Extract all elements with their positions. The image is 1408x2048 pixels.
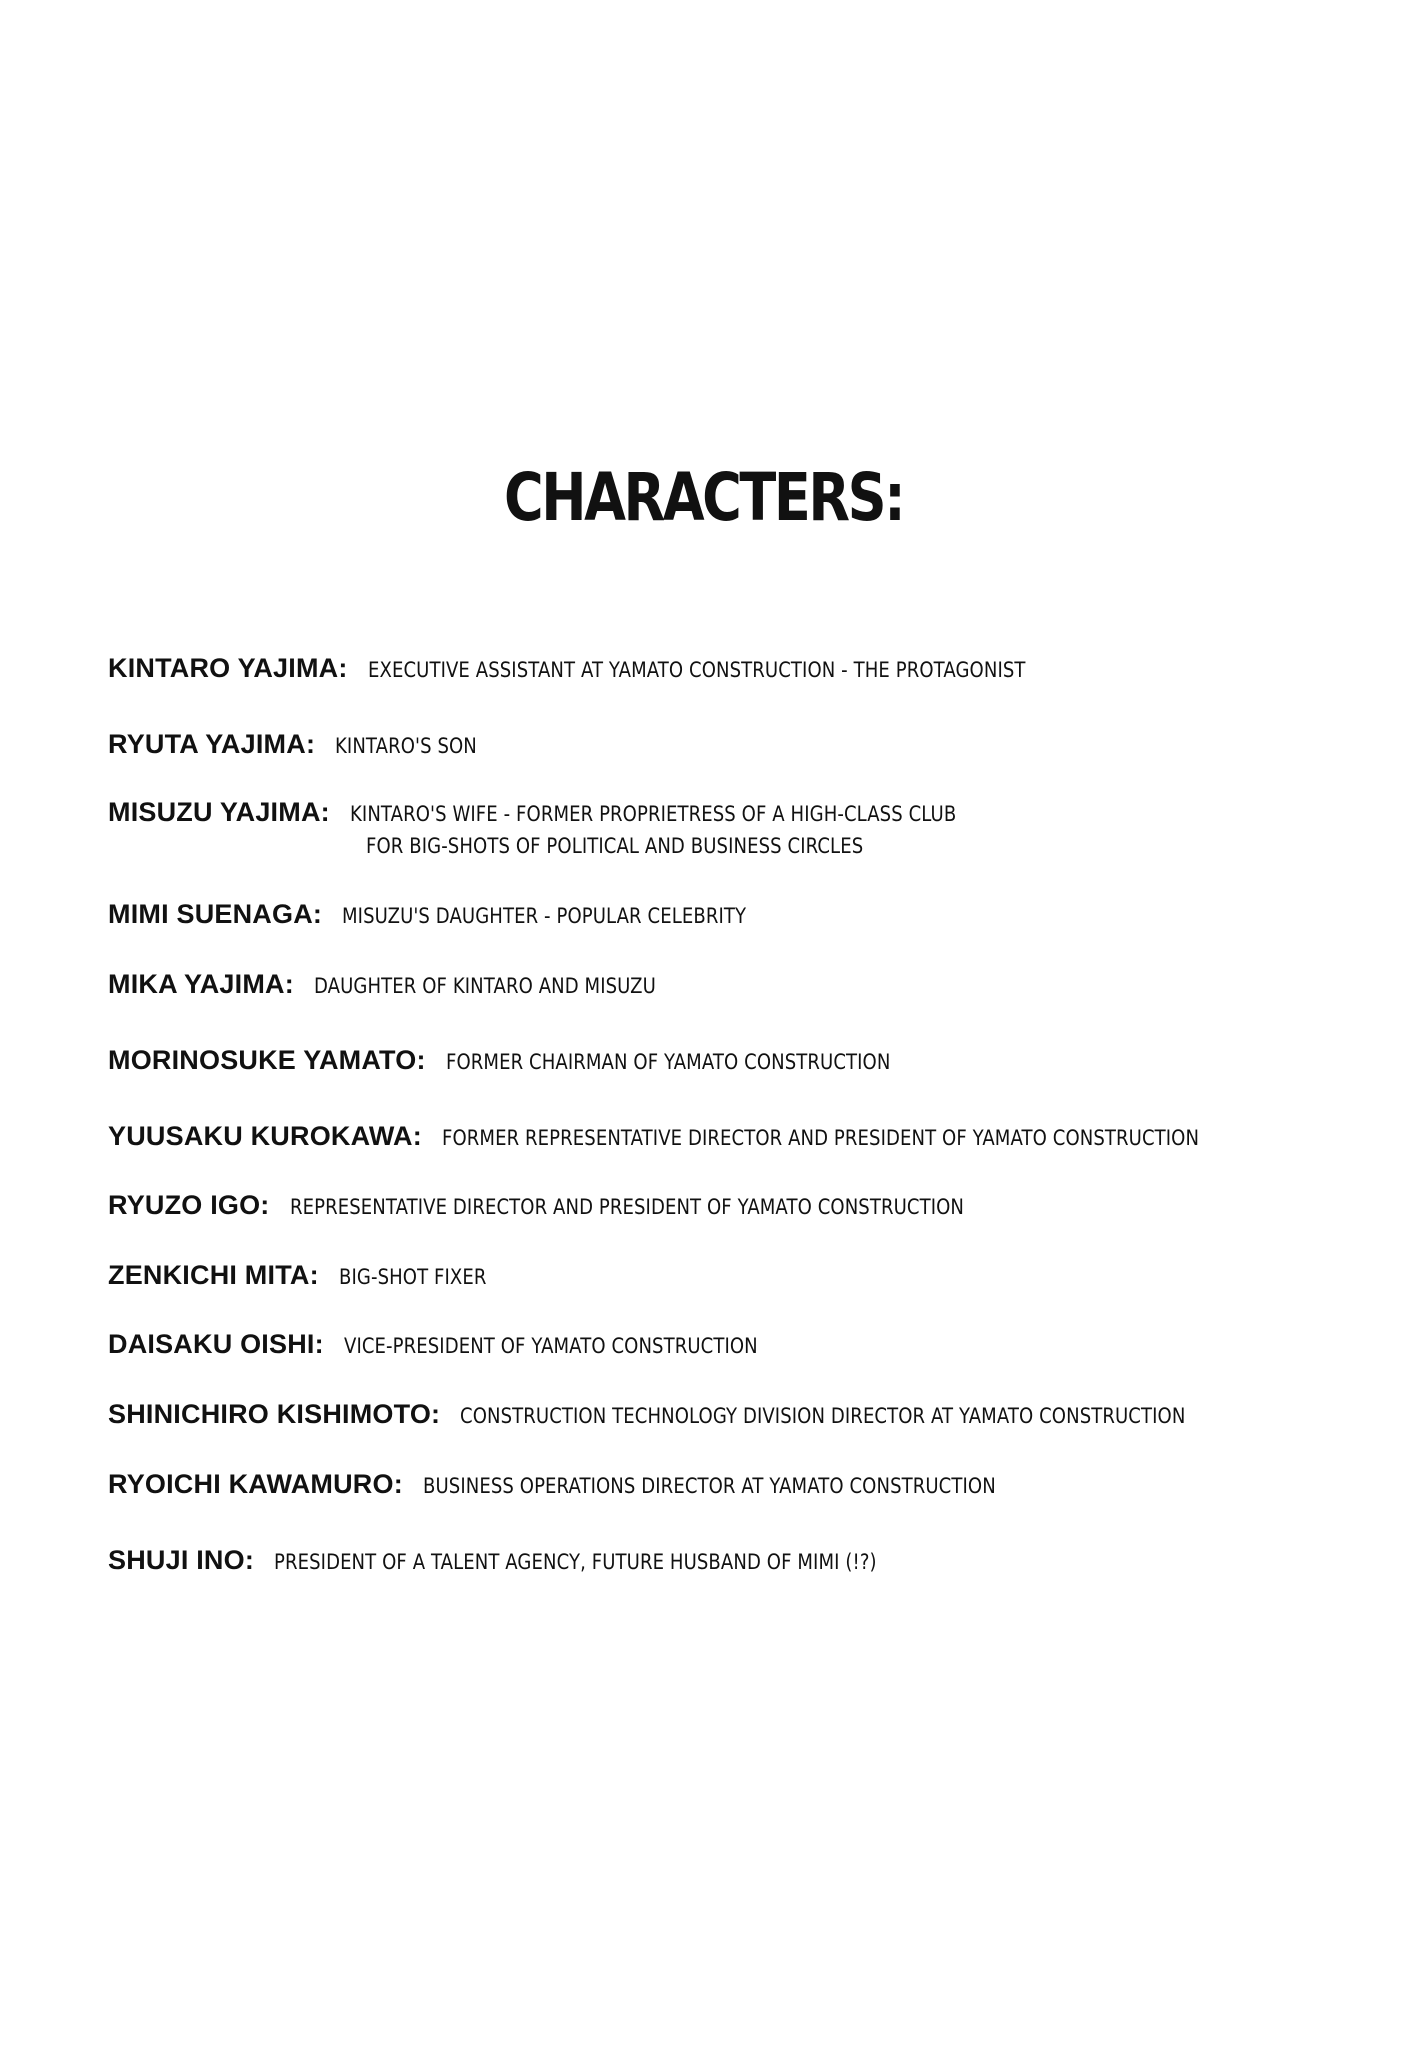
character-name: YUUSAKU KUROKAWA: — [108, 1121, 422, 1151]
character-name: RYUTA YAJIMA: — [108, 729, 316, 759]
character-description: PRESIDENT OF A TALENT AGENCY, FUTURE HUSBAND OF MIMI (!?) — [274, 1550, 877, 1574]
character-description: REPRESENTATIVE DIRECTOR AND PRESIDENT OF YAMATO CONSTRUCTION — [289, 1195, 964, 1219]
character-description: MISUZU'S DAUGHTER - POPULAR CELEBRITY — [342, 904, 747, 928]
character-name: DAISAKU OISHI: — [108, 1329, 324, 1359]
character-entry — [108, 797, 1055, 858]
character-entry — [108, 1190, 1073, 1221]
character-name: SHUJI INO: — [108, 1545, 255, 1575]
character-entry — [108, 653, 1132, 684]
character-entry — [108, 1329, 825, 1360]
character-name: MORINOSUKE YAMATO: — [108, 1045, 426, 1075]
character-description: BIG-SHOT FIXER — [338, 1265, 487, 1289]
character-description: CONSTRUCTION TECHNOLOGY DIVISION DIRECTOR AT YAMATO CONSTRUCTION — [460, 1404, 1186, 1428]
character-name: RYUZO IGO: — [108, 1190, 270, 1220]
character-name: MISUZU YAJIMA: — [108, 797, 330, 827]
character-name: MIKA YAJIMA: — [108, 969, 294, 999]
character-name: RYOICHI KAWAMURO: — [108, 1469, 403, 1499]
character-entry — [108, 1260, 510, 1291]
character-name: SHINICHIRO KISHIMOTO: — [108, 1399, 441, 1429]
character-entry — [108, 1545, 975, 1576]
character-name: ZENKICHI MITA: — [108, 1260, 319, 1290]
character-description-continued: FOR BIG-SHOTS OF POLITICAL AND BUSINESS CIRCLES — [366, 834, 864, 858]
character-description: EXECUTIVE ASSISTANT AT YAMATO CONSTRUCTION - THE PROTAGONIST — [367, 658, 1026, 682]
character-entry — [108, 729, 500, 760]
character-name: KINTARO YAJIMA: — [108, 653, 348, 683]
character-entry — [108, 1045, 962, 1076]
character-entry — [108, 1399, 1304, 1430]
character-description: FORMER CHAIRMAN OF YAMATO CONSTRUCTION — [445, 1050, 891, 1074]
character-entry — [108, 1469, 1089, 1500]
character-name: MIMI SUENAGA: — [108, 899, 323, 929]
character-entry — [108, 1121, 1322, 1152]
character-description: KINTARO'S WIFE - FORMER PROPRIETRESS OF A HIGH-CLASS CLUB — [349, 802, 957, 826]
page-title: CHARACTERS: — [503, 459, 904, 536]
character-description: KINTARO'S SON — [335, 734, 478, 758]
character-entry — [108, 899, 812, 930]
character-description: BUSINESS OPERATIONS DIRECTOR AT YAMATO CONSTRUCTION — [422, 1474, 996, 1498]
character-description: VICE-PRESIDENT OF YAMATO CONSTRUCTION — [343, 1334, 758, 1358]
character-description: FORMER REPRESENTATIVE DIRECTOR AND PRESIDENT OF YAMATO CONSTRUCTION — [441, 1126, 1199, 1150]
character-entry — [108, 969, 712, 1000]
character-description: DAUGHTER OF KINTARO AND MISUZU — [313, 974, 656, 998]
